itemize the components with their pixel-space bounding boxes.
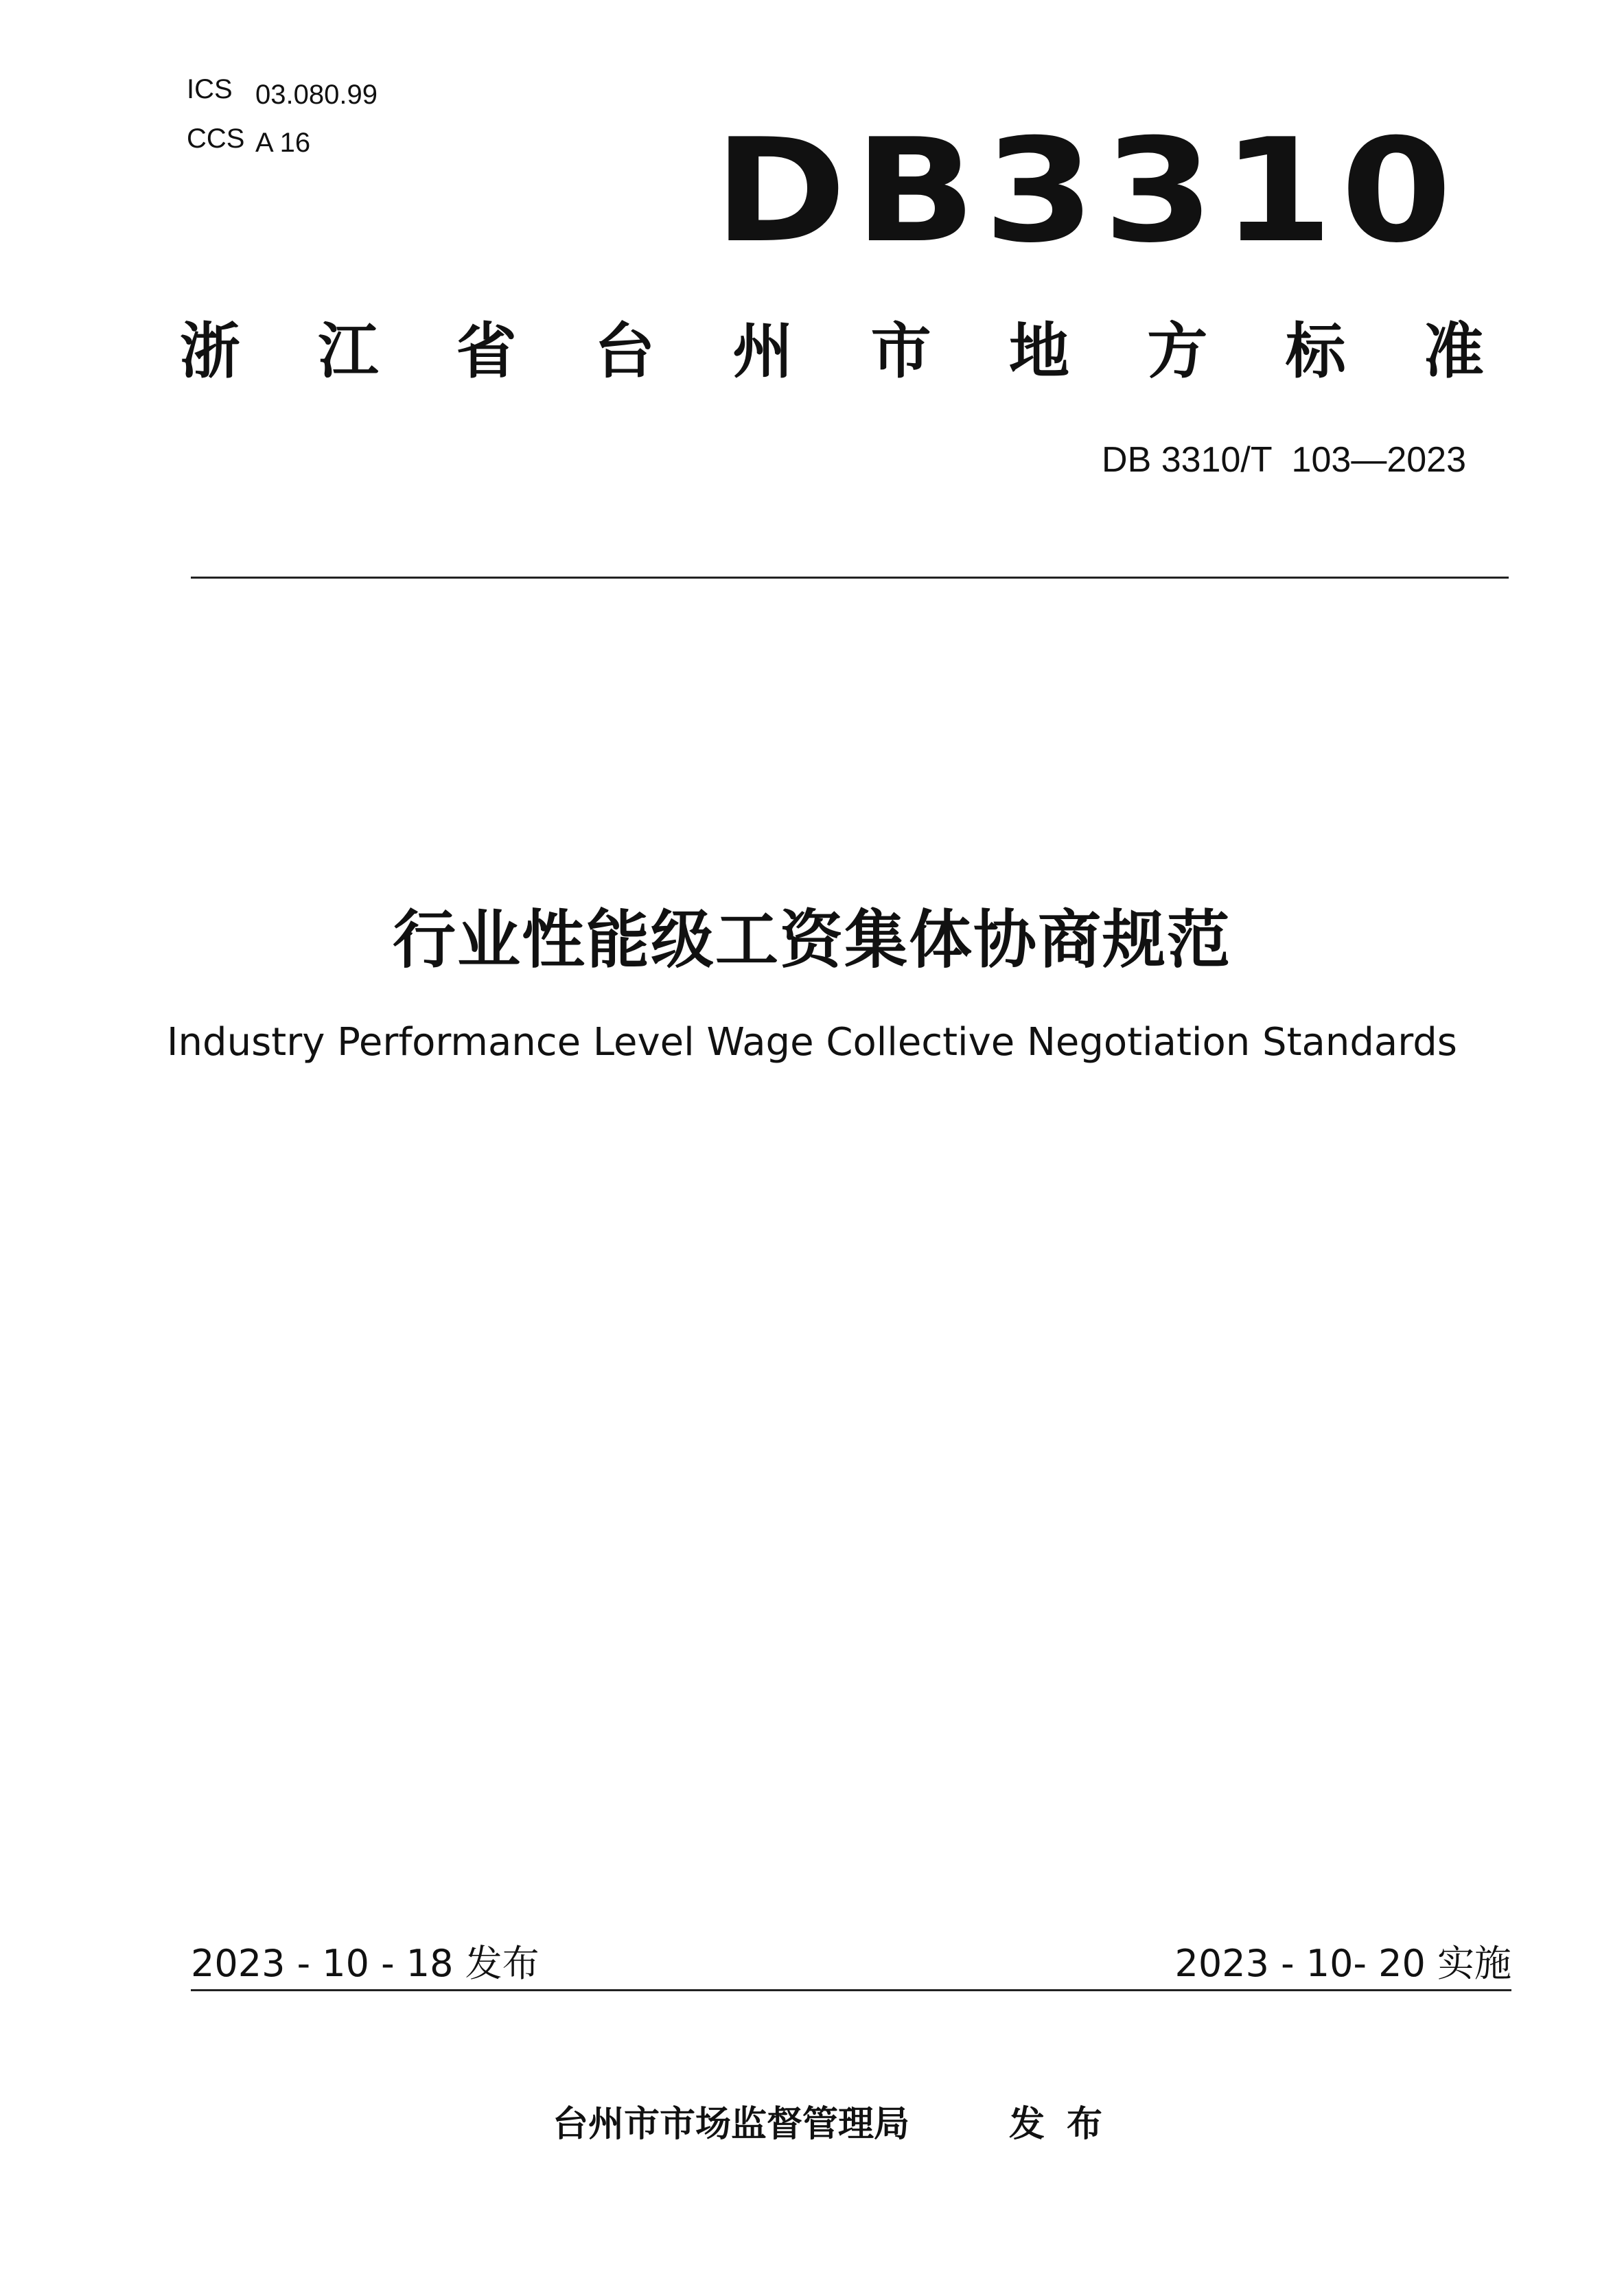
standard-type-heading [180, 316, 1484, 386]
standard-number: DB 3310/T 103—2023 [1102, 440, 1466, 480]
ics-label: ICS [187, 74, 233, 104]
document-title-chinese: 行业性能级工资集体协商规范 [392, 903, 1231, 977]
publish-label: 发布 [1009, 2104, 1125, 2145]
standard-type-char: 浙 [180, 316, 241, 386]
standard-type-char: 标 [1285, 316, 1346, 386]
publisher-name: 台州市市场监督管理局 [553, 2104, 910, 2145]
standard-type-char: 州 [732, 316, 793, 386]
standard-type-char: 地 [1008, 316, 1069, 386]
issue-date: 2023 - 10 - 18 发布 [191, 1942, 540, 1985]
document-title-english: Industry Performance Level Wage Collective Negotiation Standards [167, 1020, 1457, 1065]
standard-type-char: 台 [594, 316, 655, 386]
ics-value: 03.080.99 [255, 80, 378, 110]
ccs-value: A 16 [255, 128, 311, 158]
implementation-date: 2023 - 10- 20 实施 [1174, 1942, 1511, 1985]
bottom-divider [191, 1989, 1511, 1991]
standard-type-char: 省 [456, 316, 517, 386]
standard-type-char: 江 [318, 316, 379, 386]
standard-type-char: 准 [1423, 316, 1484, 386]
standard-type-char: 市 [870, 316, 931, 386]
top-divider [191, 577, 1509, 579]
ccs-label: CCS [187, 124, 245, 154]
standard-type-char: 方 [1147, 316, 1208, 386]
standard-code-logo: DB3310 [714, 108, 1460, 275]
